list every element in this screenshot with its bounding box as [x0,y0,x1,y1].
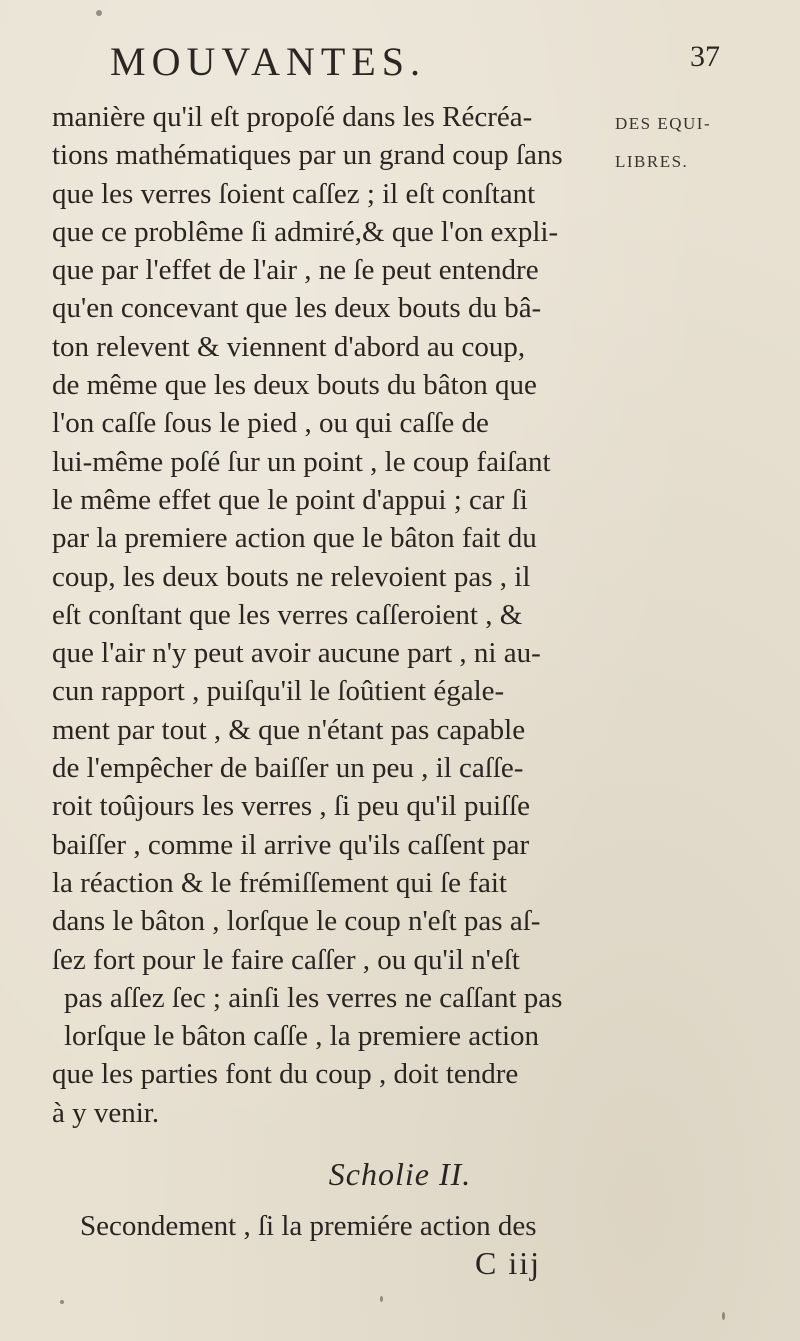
text-line: ſez fort pour le faire caſſer , ou qu'il n'eſt [52,943,520,976]
text-line: que les verres ſoient caſſez ; il eſt conſtant [52,177,536,210]
text-line: cun rapport , puiſqu'il le ſoûtient égale- [52,675,505,708]
section-heading: Scholie II. [328,1156,472,1192]
page-number: 37 [690,40,720,73]
body-text [52,98,612,1132]
signature-mark: C iij [475,1245,542,1281]
ink-speck [60,1300,64,1304]
text-line: l'on caſſe ſous le pied , ou qui caſſe de [52,407,489,440]
text-line: coup, les deux bouts ne relevoient pas , il [52,560,531,593]
text-line: par la premiere action que le bâton fait du [52,522,537,555]
text-line: dans le bâton , lorſque le coup n'eſt pas aſ- [52,905,541,938]
text-line: tions mathématiques par un grand coup ſans [52,139,563,172]
text-line: à y venir. [52,1096,160,1129]
text-line: que ce problême ſi admiré,& que l'on expli- [52,215,559,248]
text-line: roit toûjours les verres , ſi peu qu'il puiſſe [52,790,531,823]
running-title: MOUVANTES. [110,39,426,84]
ink-speck [380,1296,383,1302]
text-line: eſt conſtant que les verres caſſeroient , & [52,598,523,631]
text-line: manière qu'il eſt propoſé dans les Récréa- [52,101,533,133]
ink-speck [722,1312,725,1320]
ink-speck [96,10,102,16]
text-line: pas aſſez ſec ; ainſi les verres ne caſſant pas [64,981,563,1014]
text-line: le même effet que le point d'appui ; car ſi [52,483,528,516]
text-line: la réaction & le frémiſſement qui ſe fait [52,866,507,899]
margin-note-line-2: LIBRES. [615,152,689,171]
text-line: que par l'effet de l'air , ne ſe peut entendre [52,254,539,287]
text-line: de l'empêcher de baiſſer un peu , il caſſe- [52,752,524,785]
text-line: baiſſer , comme il arrive qu'ils caſſent par [52,828,530,861]
text-line: que l'air n'y peut avoir aucune part , ni au- [52,637,541,670]
text-line: que les parties font du coup , doit tendre [52,1058,519,1091]
text-line: ton relevent & viennent d'abord au coup, [52,330,526,363]
text-line: ment par tout , & que n'étant pas capable [52,713,526,746]
text-line: qu'en concevant que les deux bouts du bâ- [52,292,542,325]
text-line: de même que les deux bouts du bâton que [52,369,537,402]
page-header [110,38,720,88]
section-first-line: Secondement , ſi la premiére action des [80,1210,537,1242]
text-line: lui-même poſé ſur un point , le coup faiſant [52,445,551,478]
text-line: lorſque le bâton caſſe , la premiere action [64,1020,540,1053]
margin-note-line-1: DES EQUI- [615,114,712,133]
